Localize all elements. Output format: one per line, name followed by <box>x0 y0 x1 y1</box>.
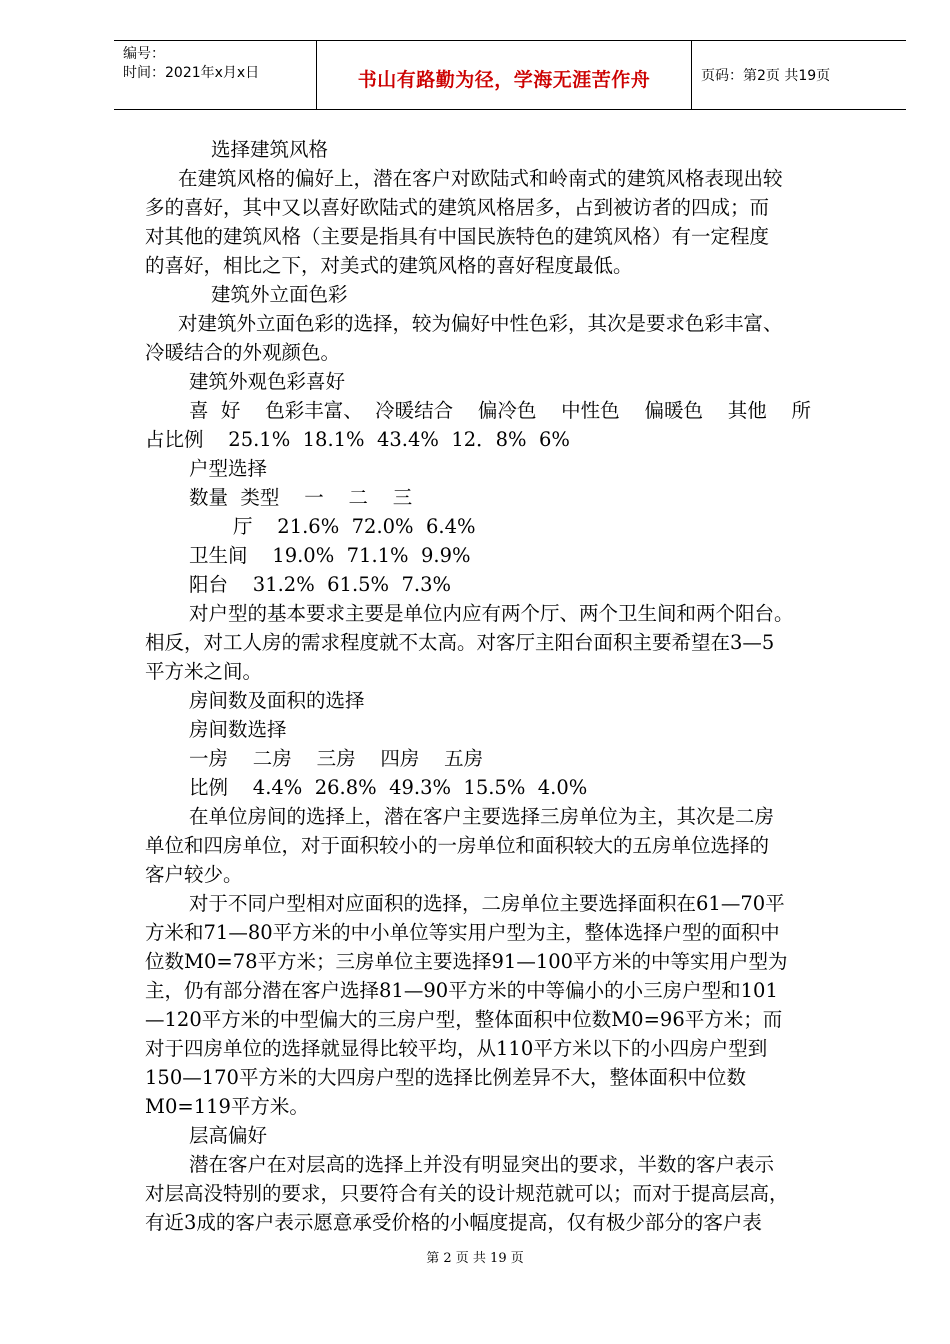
paragraph-line: 对其他的建筑风格（主要是指具有中国民族特色的建筑风格）有一定程度 <box>145 225 770 248</box>
section-heading: 户型选择 <box>189 457 268 480</box>
document-body <box>145 135 870 1237</box>
paragraph-line: 有近3成的客户表示愿意承受价格的小幅度提高，仅有极少部分的客户表 <box>145 1211 762 1234</box>
table-row: 比例 4.4% 26.8% 49.3% 15.5% 4.0% <box>189 776 588 799</box>
section-heading: 层高偏好 <box>189 1124 268 1147</box>
header-motto-cell <box>316 41 692 109</box>
section-heading: 房间数及面积的选择 <box>189 689 365 712</box>
time-label: 时间：2021年x月x日 <box>123 65 260 81</box>
page-header <box>114 40 906 110</box>
paragraph-line: 平方米之间。 <box>145 660 263 683</box>
paragraph-line: 在建筑风格的偏好上，潜在客户对欧陆式和岭南式的建筑风格表现出较 <box>178 167 783 190</box>
serial-label: 编号： <box>123 46 165 62</box>
paragraph-line: —120平方米的中型偏大的三房户型，整体面积中位数M0=96平方米；而 <box>145 1008 783 1031</box>
paragraph-line: M0=119平方米。 <box>145 1095 309 1118</box>
paragraph-line: 对层高没特别的要求，只要符合有关的设计规范就可以；而对于提高层高， <box>145 1182 789 1205</box>
section-heading: 选择建筑风格 <box>211 138 329 161</box>
paragraph-line: 位数M0=78平方米；三房单位主要选择91—100平方米的中等实用户型为 <box>145 950 788 973</box>
table-row: 喜 好 色彩丰富、 冷暖结合 偏冷色 中性色 偏暖色 其他 所 <box>189 399 812 422</box>
paragraph-line: 多的喜好，其中又以喜好欧陆式的建筑风格居多，占到被访者的四成；而 <box>145 196 770 219</box>
paragraph-line: 对户型的基本要求主要是单位内应有两个厅、两个卫生间和两个阳台。 <box>189 602 794 625</box>
page-footer: 第 2 页 共 19 页 <box>426 1251 524 1266</box>
paragraph-line: 冷暖结合的外观颜色。 <box>145 341 341 364</box>
paragraph-line: 150—170平方米的大四房户型的选择比例差异不大，整体面积中位数 <box>145 1066 746 1089</box>
motto-text: 书山有路勤为径，学海无涯苦作舟 <box>357 69 651 91</box>
paragraph-line: 的喜好，相比之下，对美式的建筑风格的喜好程度最低。 <box>145 254 633 277</box>
table-row: 数量 类型 一 二 三 <box>189 486 413 509</box>
paragraph-line: 客户较少。 <box>145 863 243 886</box>
paragraph-line: 方米和71—80平方米的中小单位等实用户型为主，整体选择户型的面积中 <box>145 921 780 944</box>
table-row: 卫生间 19.0% 71.1% 9.9% <box>189 544 471 567</box>
paragraph-line: 潜在客户在对层高的选择上并没有明显突出的要求，半数的客户表示 <box>189 1153 775 1176</box>
paragraph-line: 相反，对工人房的需求程度就不太高。对客厅主阳台面积主要希望在3—5 <box>145 631 775 654</box>
paragraph-line: 对于不同户型相对应面积的选择，二房单位主要选择面积在61—70平 <box>189 892 785 915</box>
paragraph-line: 对于四房单位的选择就显得比较平均，从110平方米以下的小四房户型到 <box>145 1037 768 1060</box>
page-number-label: 页码：第2页 共19页 <box>701 68 831 84</box>
paragraph-line: 主，仍有部分潜在客户选择81—90平方米的中等偏小的小三房户型和101 <box>145 979 778 1002</box>
header-info-cell <box>114 41 316 109</box>
paragraph-line: 在单位房间的选择上，潜在客户主要选择三房单位为主，其次是二房 <box>189 805 775 828</box>
table-row: 阳台 31.2% 61.5% 7.3% <box>189 573 452 596</box>
section-heading: 建筑外立面色彩 <box>211 283 348 306</box>
table-row: 占比例 25.1% 18.1% 43.4% 12．8% 6% <box>145 428 570 451</box>
section-heading: 房间数选择 <box>189 718 287 741</box>
paragraph-line: 对建筑外立面色彩的选择，较为偏好中性色彩，其次是要求色彩丰富、 <box>178 312 783 335</box>
table-row: 一房 二房 三房 四房 五房 <box>189 747 484 770</box>
section-heading: 建筑外观色彩喜好 <box>189 370 346 393</box>
header-page-cell <box>691 41 906 109</box>
table-row: 厅 21.6% 72.0% 6.4% <box>233 515 476 538</box>
paragraph-line: 单位和四房单位，对于面积较小的一房单位和面积较大的五房单位选择的 <box>145 834 770 857</box>
